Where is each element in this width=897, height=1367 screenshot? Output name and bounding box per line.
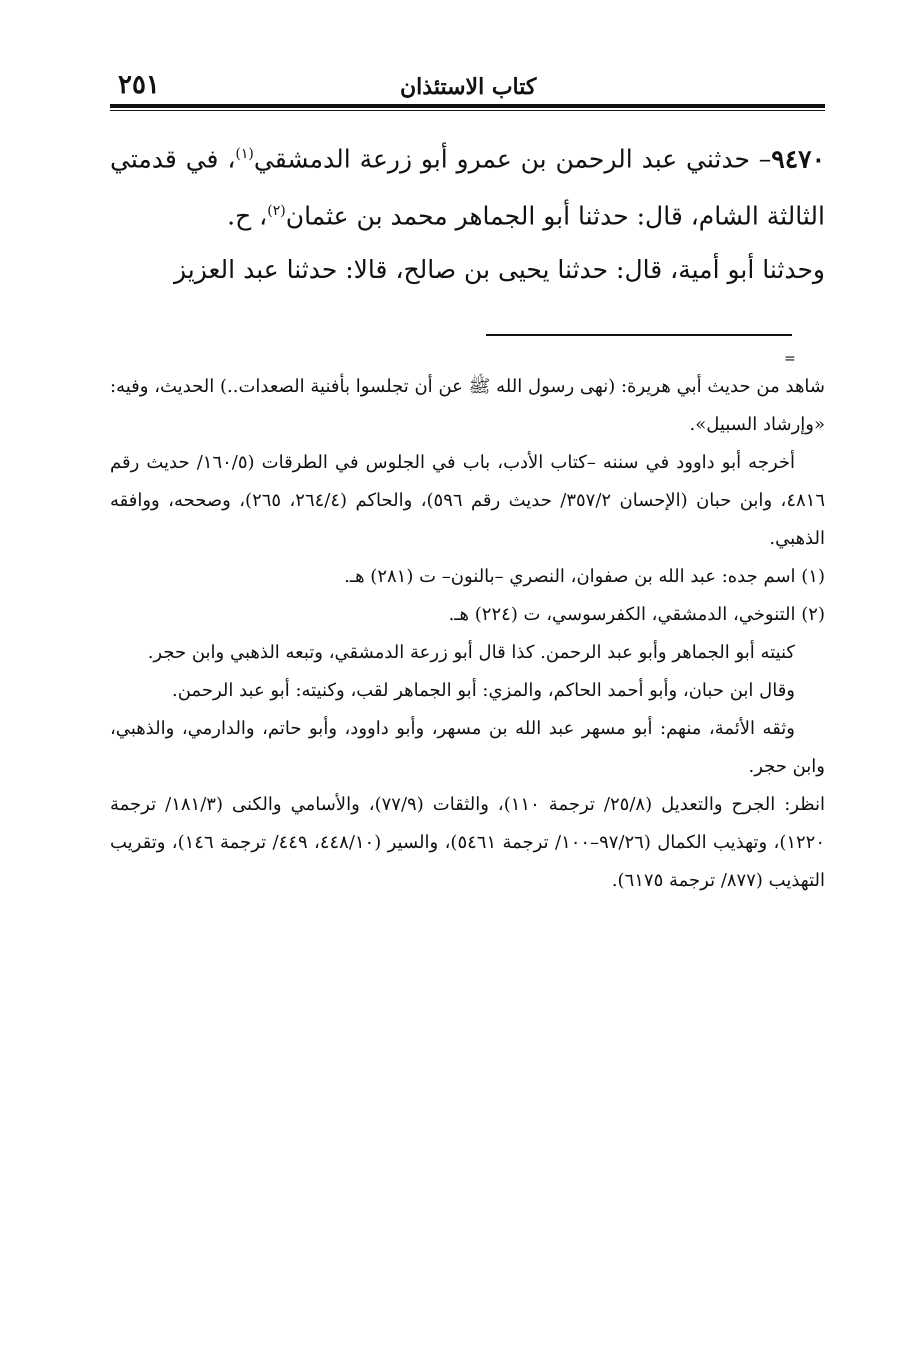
main-text-segment: – حدثني عبد الرحمن بن عمرو أبو زرعة الدمشقي	[253, 144, 772, 174]
footnote-2-tawthiq: وثقه الأئمة، منهم: أبو مسهر عبد الله بن مسهر، وأبو داوود، وأبو حاتم، والدارمي، والذهبي، وابن حجر.	[110, 718, 825, 777]
main-paragraph	[110, 128, 825, 243]
page-header	[110, 64, 825, 104]
main-text-segment: ، ح.	[227, 201, 268, 231]
footnote-ref-2: (٢)	[267, 203, 286, 220]
footnote-2: (٢) التنوخي، الدمشقي، الكفرسوسي، ت (٢٢٤) هـ.	[448, 604, 825, 625]
footnote-takhrij: أخرجه أبو داوود في سننه –كتاب الأدب، باب في الجلوس في الطرقات (١٦٠/٥/ حديث رقم ٤٨١٦، وابن حبان (الإحسان ٣٥٧/٢/ حديث رقم ٥٩٦)، والحاكم (٢٦٤/٤، ٢٦٥)، وصححه، ووافقه الذهبي.	[110, 452, 826, 549]
main-text-segment: ، في	[185, 144, 236, 174]
continuation-mark: =	[784, 351, 796, 367]
footnote-ref-1: (١)	[235, 146, 254, 162]
footnote-separator	[486, 334, 792, 336]
header-rule-thick	[110, 104, 825, 108]
hadith-number: ٩٤٧٠	[771, 144, 825, 174]
footnote-1: (١) اسم جده: عبد الله بن صفوان، النصري –بالنون– ت (٢٨١) هـ.	[344, 566, 825, 587]
footnotes	[110, 368, 825, 900]
footnote-2-sources: انظر: الجرح والتعديل (٢٥/٨/ ترجمة ١١٠)، والثقات (٧٧/٩)، والأسامي والكنى (١٨١/٣/ ترجمة ١٢٢٠)، وتهذيب الكمال (٩٧/٢٦–١٠٠/ ترجمة ٥٤٦١)، والسير (٤٤٨/١٠، ٤٤٩/ ترجمة ١٤٦)، وتقريب التهذيب (٨٧٧/ ترجمة ٦١٧٥).	[110, 794, 826, 891]
main-text-segment: قدمتي الثالثة الشام، قال: حدثنا أبو الجماهر محمد بن عثمان	[110, 144, 825, 231]
running-title: كتاب الاستئذان	[400, 74, 537, 100]
page-number: ٢٥١	[118, 70, 160, 100]
main-text	[110, 128, 825, 296]
footnote-continued: شاهد من حديث أبي هريرة: (نهى رسول الله ﷺ عن أن تجلسوا بأفنية الصعدات..) الحديث، وفيه: «وإرشاد السبيل».	[110, 376, 825, 435]
main-paragraph-continued: وحدثنا أبو أمية، قال: حدثنا يحيى بن صالح، قالا: حدثنا عبد العزيز	[173, 254, 825, 284]
header-rule-thin	[110, 110, 825, 111]
footnote-2-kunya: كنيته أبو الجماهر وأبو عبد الرحمن. كذا قال أبو زرعة الدمشقي، وتبعه الذهبي وابن حجر.	[147, 642, 795, 663]
footnote-2-laqab: وقال ابن حبان، وأبو أحمد الحاكم، والمزي: أبو الجماهر لقب، وكنيته: أبو عبد الرحمن.	[171, 680, 795, 701]
